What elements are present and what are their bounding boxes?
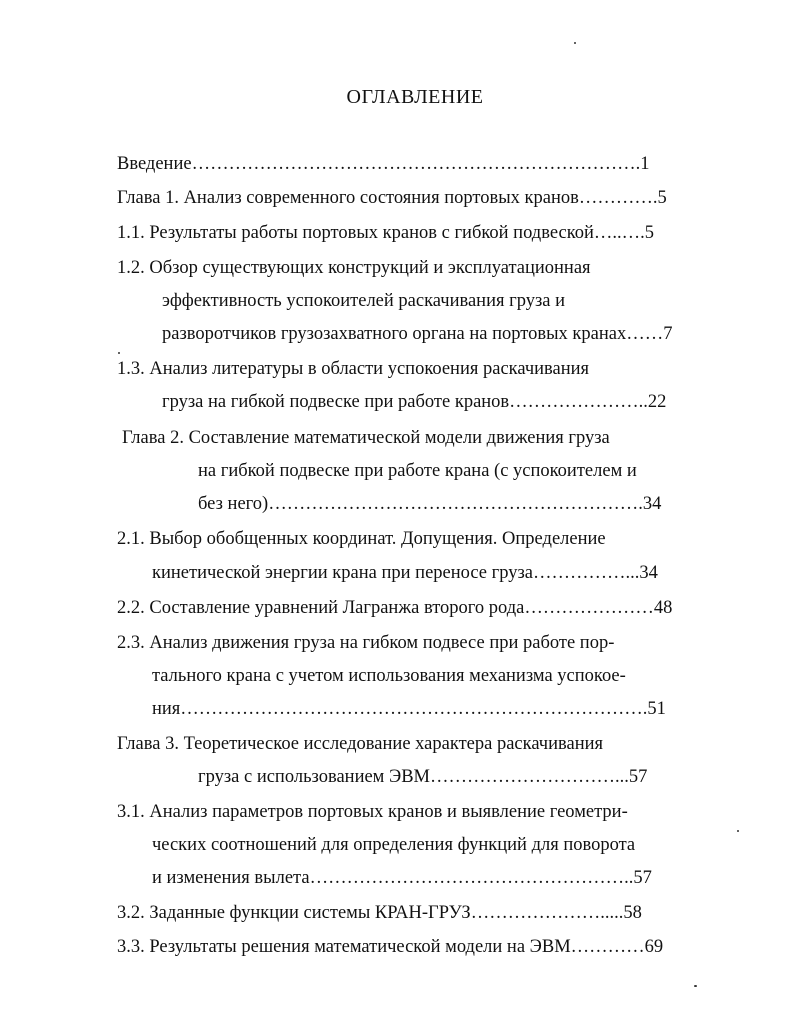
toc-entry-3-3: 3.3. Результаты решения математической модели на ЭВМ…………69	[117, 937, 664, 957]
toc-entry-1-1: 1.1. Результаты работы портовых кранов с гибкой подвеской…..….5	[117, 223, 655, 243]
toc-entry-1-2-line-2: эффективность успокоителей раскачивания груза и	[162, 291, 565, 311]
toc-entry-chapter-2-line-3: без него)…………………………………………………….34	[198, 494, 662, 514]
toc-entry-2-2: 2.2. Составление уравнений Лагранжа второго рода…………………48	[117, 598, 673, 618]
toc-entry-2-1-line-1: 2.1. Выбор обобщенных координат. Допущения. Определение	[117, 529, 606, 549]
toc-entry-3-1-line-3: и изменения вылета……………………………………………..57	[152, 868, 652, 888]
toc-entry-chapter-2-line-2: на гибкой подвеске при работе крана (с успокоителем и	[198, 461, 637, 481]
toc-entry-1-3-line-2: груза на гибкой подвеске при работе кранов…………………..22	[162, 392, 667, 412]
page-title: ОГЛАВЛЕНИЕ	[346, 86, 484, 108]
toc-entry-1-3-line-1: 1.3. Анализ литературы в области успокоения раскачивания	[117, 359, 590, 379]
toc-entry-1-2-line-1: 1.2. Обзор существующих конструкций и эксплуатационная	[117, 258, 591, 278]
toc-entry-intro: Введение……………………………………………………………….1	[117, 154, 650, 174]
toc-entry-2-3-line-3: ния………………………………………………………………….51	[152, 699, 666, 719]
toc-entry-2-1-line-2: кинетической энергии крана при переносе груза……………...34	[152, 563, 658, 583]
scan-speck	[694, 985, 697, 987]
scan-speck	[574, 42, 576, 44]
toc-entry-2-3-line-1: 2.3. Анализ движения груза на гибком подвесе при работе пор-	[117, 633, 615, 653]
toc-entry-1-2-line-3: разворотчиков грузозахватного органа на портовых кранах……7	[162, 324, 673, 344]
toc-entry-3-1-line-2: ческих соотношений для определения функций для поворота	[152, 835, 636, 855]
toc-entry-3-1-line-1: 3.1. Анализ параметров портовых кранов и выявление геометри-	[117, 802, 628, 822]
toc-entry-chapter-2-line-1: Глава 2. Составление математической модели движения груза	[122, 428, 610, 448]
toc-entry-2-3-line-2: тального крана с учетом использования механизма успокое-	[152, 666, 626, 686]
scan-speck	[118, 352, 120, 354]
scan-speck	[737, 830, 739, 832]
toc-entry-3-2: 3.2. Заданные функции системы КРАН-ГРУЗ………………….....58	[117, 903, 642, 923]
toc-entry-chapter-3-line-1: Глава 3. Теоретическое исследование характера раскачивания	[117, 734, 604, 754]
toc-entry-chapter-3-line-2: груза с использованием ЭВМ…………………………...57	[198, 767, 648, 787]
toc-entry-chapter-1: Глава 1. Анализ современного состояния портовых кранов………….5	[117, 188, 667, 208]
